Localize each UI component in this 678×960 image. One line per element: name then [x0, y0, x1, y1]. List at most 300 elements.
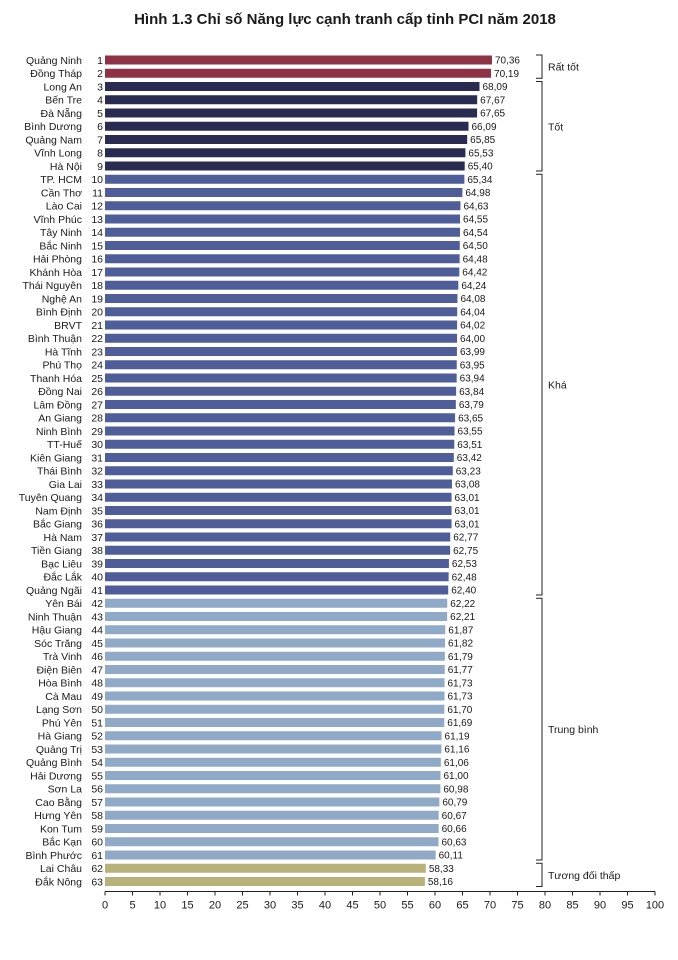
bar: [105, 546, 450, 555]
value-label: 65,40: [467, 161, 493, 173]
province-label: TT-Huế: [46, 439, 82, 452]
rank-label: 23: [91, 346, 103, 359]
bar-row: [34, 214, 489, 226]
rank-label: 63: [91, 876, 103, 889]
province-label: TP. HCM: [40, 174, 82, 187]
rank-label: 32: [91, 465, 103, 478]
rank-label: 49: [91, 690, 103, 703]
rank-label: 24: [91, 359, 103, 372]
x-tick-label: 100: [645, 899, 665, 912]
group-label: Trung bình: [548, 724, 599, 737]
bar-row: [45, 598, 475, 610]
value-label: 64,55: [463, 214, 489, 226]
province-label: Tuyên Quang: [18, 492, 82, 505]
bar: [105, 745, 441, 754]
rank-label: 15: [91, 240, 103, 253]
bar-row: [34, 810, 467, 822]
bar: [105, 413, 455, 422]
rank-label: 36: [91, 518, 103, 531]
province-label: Quảng Nam: [25, 134, 82, 147]
bar-row: [40, 227, 488, 239]
province-label: Bình Dương: [24, 121, 82, 134]
bar-row: [45, 691, 473, 703]
value-label: 61,82: [448, 638, 474, 650]
group-bracket: [536, 598, 599, 860]
rank-label: 12: [91, 200, 103, 213]
rank-label: 19: [91, 293, 103, 306]
bar-row: [30, 452, 482, 464]
bar-row: [45, 346, 486, 358]
rank-label: 39: [91, 558, 103, 571]
rank-label: 37: [91, 531, 103, 544]
value-label: 58,33: [428, 863, 454, 875]
province-label: Sơn La: [47, 783, 82, 796]
rank-label: 4: [97, 94, 103, 107]
x-tick-label: 70: [483, 899, 497, 912]
bar-row: [38, 678, 473, 690]
province-label: Đà Nẵng: [40, 107, 82, 120]
bar-row: [43, 81, 508, 93]
value-label: 67,65: [480, 108, 506, 120]
province-label: Đồng Tháp: [30, 68, 82, 81]
province-label: Thái Bình: [37, 465, 82, 478]
value-label: 64,54: [462, 227, 489, 239]
province-label: Thái Nguyên: [22, 280, 82, 293]
rank-label: 29: [91, 425, 103, 438]
rank-label: 42: [91, 598, 103, 611]
province-label: Hà Tĩnh: [44, 346, 82, 359]
value-label: 63,95: [459, 360, 485, 372]
rank-label: 55: [91, 770, 103, 783]
value-label: 61,70: [447, 704, 473, 716]
bar-row: [28, 611, 476, 623]
bar-row: [34, 399, 485, 411]
rank-label: 26: [91, 386, 103, 399]
rank-label: 30: [91, 439, 103, 452]
rank-label: 57: [91, 796, 103, 809]
value-label: 62,48: [451, 572, 477, 584]
bar: [105, 175, 464, 184]
bar: [105, 705, 444, 714]
province-label: Cà Mau: [45, 690, 82, 703]
bar-row: [30, 770, 469, 782]
bracket-line: [536, 55, 542, 78]
rank-label: 46: [91, 651, 103, 664]
bar: [105, 307, 457, 316]
bar-row: [33, 518, 480, 531]
rank-label: 33: [91, 478, 103, 491]
group-bracket: [536, 82, 563, 172]
bar-row: [34, 638, 473, 650]
x-tick-label: 20: [208, 899, 222, 912]
rank-label: 58: [91, 810, 103, 823]
province-label: Phú Yên: [41, 717, 82, 730]
bar: [105, 347, 457, 356]
value-label: 63,08: [454, 479, 480, 491]
value-label: 61,06: [443, 757, 469, 769]
bar-row: [42, 717, 473, 729]
province-label: Bến Tre: [45, 94, 82, 107]
x-tick-label: 95: [621, 899, 634, 912]
bar: [105, 162, 465, 171]
rank-label: 62: [91, 863, 103, 876]
province-label: Lâm Đồng: [33, 399, 82, 412]
rank-label: 35: [91, 505, 103, 518]
bar-row: [29, 267, 487, 279]
chart-title: Hình 1.3 Chỉ số Năng lực cạnh tranh cấp tỉnh PCI năm 2018: [134, 11, 556, 28]
province-label: Hòa Bình: [38, 677, 82, 690]
x-tick-label: 25: [236, 899, 249, 912]
bar-row: [38, 731, 470, 743]
bar-row: [37, 466, 481, 478]
x-tick-label: 40: [318, 899, 332, 912]
bar-row: [45, 95, 505, 107]
bar-row: [40, 863, 454, 875]
x-tick-label: 90: [593, 899, 607, 912]
bar-row: [22, 280, 486, 292]
rank-label: 38: [91, 545, 103, 558]
province-label: Đắc Lắk: [43, 571, 82, 584]
province-label: Bắc Kạn: [42, 836, 82, 849]
rank-label: 5: [97, 107, 103, 120]
province-label: Bạc Liêu: [41, 558, 82, 571]
province-label: Hà Nội: [49, 160, 82, 173]
rank-label: 2: [97, 68, 103, 81]
x-tick-label: 30: [263, 899, 277, 912]
value-label: 63,94: [459, 373, 485, 385]
rank-label: 51: [91, 717, 103, 730]
x-tick-label: 0: [101, 899, 109, 912]
value-label: 61,73: [447, 691, 473, 703]
bar: [105, 82, 479, 91]
bar-row: [36, 744, 470, 756]
province-label: Cao Bằng: [35, 796, 82, 809]
bar: [105, 281, 458, 290]
value-label: 63,79: [458, 400, 484, 412]
rank-label: 59: [91, 823, 103, 836]
bar: [105, 254, 460, 263]
bar: [105, 731, 442, 740]
value-label: 64,63: [463, 201, 489, 213]
value-label: 61,69: [447, 718, 473, 730]
bar: [105, 268, 459, 277]
bar: [105, 374, 457, 383]
province-label: BRVT: [54, 319, 82, 332]
rank-label: 11: [92, 187, 103, 200]
value-label: 65,34: [467, 174, 493, 186]
value-label: 68,09: [482, 82, 508, 94]
rank-label: 1: [97, 54, 103, 67]
bar-row: [38, 413, 483, 425]
province-label: Đồng Nai: [38, 386, 82, 399]
rank-label: 17: [91, 266, 103, 279]
value-label: 64,04: [460, 307, 486, 319]
group-bracket: [536, 55, 579, 78]
bar: [105, 215, 460, 224]
bar: [105, 228, 460, 237]
bar-row: [24, 121, 497, 133]
rank-label: 22: [91, 333, 103, 346]
value-label: 63,84: [459, 386, 485, 398]
value-label: 65,85: [470, 135, 496, 147]
bar: [105, 466, 453, 475]
bar: [105, 771, 441, 780]
value-label: 60,79: [442, 797, 468, 809]
rank-label: 40: [91, 571, 103, 584]
province-label: Bình Định: [35, 306, 82, 319]
value-label: 60,11: [438, 850, 463, 862]
bar: [105, 572, 449, 581]
province-label: Gia Lai: [48, 478, 82, 491]
bar-row: [42, 360, 485, 372]
x-tick-label: 50: [373, 899, 387, 912]
value-label: 64,24: [461, 280, 487, 292]
bar: [105, 652, 445, 661]
province-label: Khánh Hòa: [29, 266, 82, 279]
x-tick-label: 60: [428, 899, 442, 912]
province-label: Đắk Nông: [35, 876, 82, 889]
bar-row: [36, 664, 473, 676]
value-label: 64,50: [462, 241, 488, 253]
value-label: 60,63: [441, 837, 467, 849]
value-label: 61,77: [447, 665, 473, 677]
bar: [105, 692, 445, 701]
bar-row: [40, 174, 493, 186]
bar-row: [42, 293, 486, 305]
province-label: Nam Định: [35, 505, 82, 518]
province-label: Ninh Bình: [35, 425, 82, 438]
value-label: 64,48: [462, 254, 488, 266]
x-tick-label: 75: [511, 899, 524, 912]
bar-row: [41, 107, 506, 120]
value-label: 60,67: [441, 810, 467, 822]
group-label: Khá: [548, 379, 567, 392]
value-label: 62,53: [451, 559, 477, 571]
value-label: 62,40: [451, 585, 477, 597]
value-label: 63,51: [457, 439, 483, 451]
value-label: 64,08: [460, 294, 486, 306]
province-label: Lào Cai: [45, 200, 82, 213]
bar: [105, 824, 439, 833]
rank-label: 25: [91, 372, 103, 385]
bar: [105, 678, 445, 687]
province-label: Cần Thơ: [40, 187, 82, 200]
rank-label: 14: [91, 227, 103, 240]
value-label: 66,09: [471, 121, 497, 133]
province-label: Quảng Bình: [25, 757, 82, 770]
bar-row: [26, 757, 469, 769]
province-label: Trà Vinh: [42, 651, 82, 664]
bar: [105, 148, 465, 157]
x-tick-label: 35: [291, 899, 304, 912]
group-bracket: [536, 863, 620, 886]
value-label: 63,55: [457, 426, 483, 438]
bracket-line: [536, 82, 542, 172]
province-label: Tây Ninh: [39, 227, 82, 240]
value-label: 63,65: [458, 413, 484, 425]
bar-row: [25, 850, 463, 862]
province-label: Sóc Trăng: [34, 637, 82, 650]
bar: [105, 718, 444, 727]
value-label: 61,16: [444, 744, 470, 756]
province-label: Bắc Ninh: [39, 240, 82, 253]
bar-row: [33, 254, 488, 266]
bar: [105, 440, 454, 449]
bar: [105, 533, 450, 542]
bar-row: [41, 187, 491, 199]
bar-row: [43, 571, 477, 584]
value-label: 61,79: [447, 651, 473, 663]
rank-label: 7: [97, 134, 103, 147]
bar-row: [50, 161, 493, 173]
bar: [105, 122, 468, 131]
bracket-line: [536, 598, 542, 860]
bar: [105, 109, 477, 118]
bar: [105, 625, 445, 634]
province-label: Quảng Ninh: [25, 54, 82, 67]
rank-label: 10: [91, 174, 103, 187]
rank-label: 9: [97, 160, 103, 173]
province-label: Yên Bái: [45, 598, 82, 611]
province-label: Bình Phước: [25, 849, 82, 862]
value-label: 63,42: [456, 453, 482, 465]
group-brackets: [536, 55, 620, 887]
rank-label: 21: [91, 319, 103, 332]
bar: [105, 480, 452, 489]
value-label: 65,53: [468, 148, 494, 160]
bar-row: [47, 439, 483, 451]
bar: [105, 559, 449, 568]
bar-rows: [19, 55, 521, 889]
value-label: 64,02: [460, 320, 486, 332]
x-tick-label: 80: [538, 899, 552, 912]
rank-label: 50: [91, 704, 103, 717]
rank-label: 41: [91, 584, 103, 597]
x-axis: [102, 892, 664, 912]
value-label: 60,66: [441, 824, 467, 836]
bar-row: [46, 201, 489, 213]
bar: [105, 837, 438, 846]
value-label: 64,42: [462, 267, 488, 279]
bar-row: [28, 333, 486, 345]
bar: [105, 864, 426, 873]
bar-row: [32, 625, 474, 637]
x-tick-label: 15: [181, 899, 194, 912]
bar-row: [43, 651, 473, 663]
bar: [105, 56, 492, 65]
value-label: 62,22: [450, 598, 476, 610]
x-tick-label: 45: [346, 899, 359, 912]
province-label: Long An: [43, 81, 82, 94]
bracket-line: [536, 174, 542, 595]
bar: [105, 506, 452, 515]
bar: [105, 493, 452, 502]
rank-label: 31: [91, 452, 103, 465]
bar-row: [54, 320, 485, 332]
rank-label: 61: [91, 849, 103, 862]
group-label: Tương đối thấp: [548, 869, 621, 882]
bar: [105, 400, 456, 409]
rank-label: 56: [91, 783, 103, 796]
bar-row: [25, 134, 495, 146]
rank-label: 53: [91, 743, 103, 756]
bar: [105, 586, 448, 595]
bar: [105, 758, 441, 767]
bar-row: [26, 585, 477, 597]
value-label: 61,19: [444, 731, 470, 743]
bar-row: [42, 836, 467, 849]
bar-row: [43, 532, 478, 544]
bar-row: [41, 558, 477, 570]
province-label: Hà Nam: [43, 531, 82, 544]
x-tick-label: 55: [401, 899, 414, 912]
bar-row: [38, 386, 484, 398]
bar: [105, 387, 456, 396]
x-tick-label: 10: [153, 899, 167, 912]
province-label: Tiền Giang: [31, 545, 82, 558]
bar-row: [36, 426, 483, 438]
bar: [105, 798, 439, 807]
province-label: An Giang: [38, 412, 82, 425]
bar: [105, 599, 447, 608]
bar: [105, 453, 454, 462]
rank-label: 34: [91, 492, 103, 505]
province-label: Hậu Giang: [31, 624, 82, 637]
bar: [105, 135, 467, 144]
bar: [105, 294, 457, 303]
bar-row: [35, 875, 453, 888]
value-label: 70,19: [494, 68, 520, 80]
province-label: Lạng Sơn: [35, 704, 82, 717]
value-label: 62,77: [453, 532, 479, 544]
bar-row: [49, 479, 481, 491]
province-label: Quảng Ngãi: [25, 584, 82, 597]
rank-label: 13: [91, 213, 103, 226]
value-label: 63,23: [455, 466, 481, 478]
value-label: 62,75: [453, 545, 479, 557]
province-label: Lai Châu: [39, 863, 82, 876]
bar-row: [34, 148, 494, 160]
bar-row: [36, 704, 473, 716]
value-label: 63,99: [459, 347, 485, 359]
rank-label: 43: [91, 611, 103, 624]
province-label: Thanh Hóa: [30, 372, 82, 385]
province-label: Hà Giang: [37, 730, 82, 743]
rank-label: 54: [91, 757, 103, 770]
value-label: 70,36: [494, 55, 521, 67]
bar-row: [40, 823, 467, 835]
bar: [105, 321, 457, 330]
bar-row: [19, 492, 480, 504]
bar: [105, 241, 460, 250]
bar: [105, 201, 460, 210]
rank-label: 48: [91, 677, 103, 690]
rank-label: 45: [91, 637, 103, 650]
bar: [105, 69, 491, 78]
group-bracket: [536, 174, 567, 595]
value-label: 60,98: [443, 784, 469, 796]
group-label: Tốt: [548, 121, 564, 134]
bar: [105, 188, 462, 197]
bar: [105, 427, 455, 436]
bar-row: [30, 373, 485, 385]
rank-label: 8: [97, 147, 103, 160]
province-label: Ninh Thuận: [27, 611, 82, 624]
province-label: Hải Phòng: [32, 253, 82, 266]
province-label: Điện Biên: [36, 664, 82, 677]
bar: [105, 334, 457, 343]
group-label: Rất tốt: [548, 61, 579, 74]
